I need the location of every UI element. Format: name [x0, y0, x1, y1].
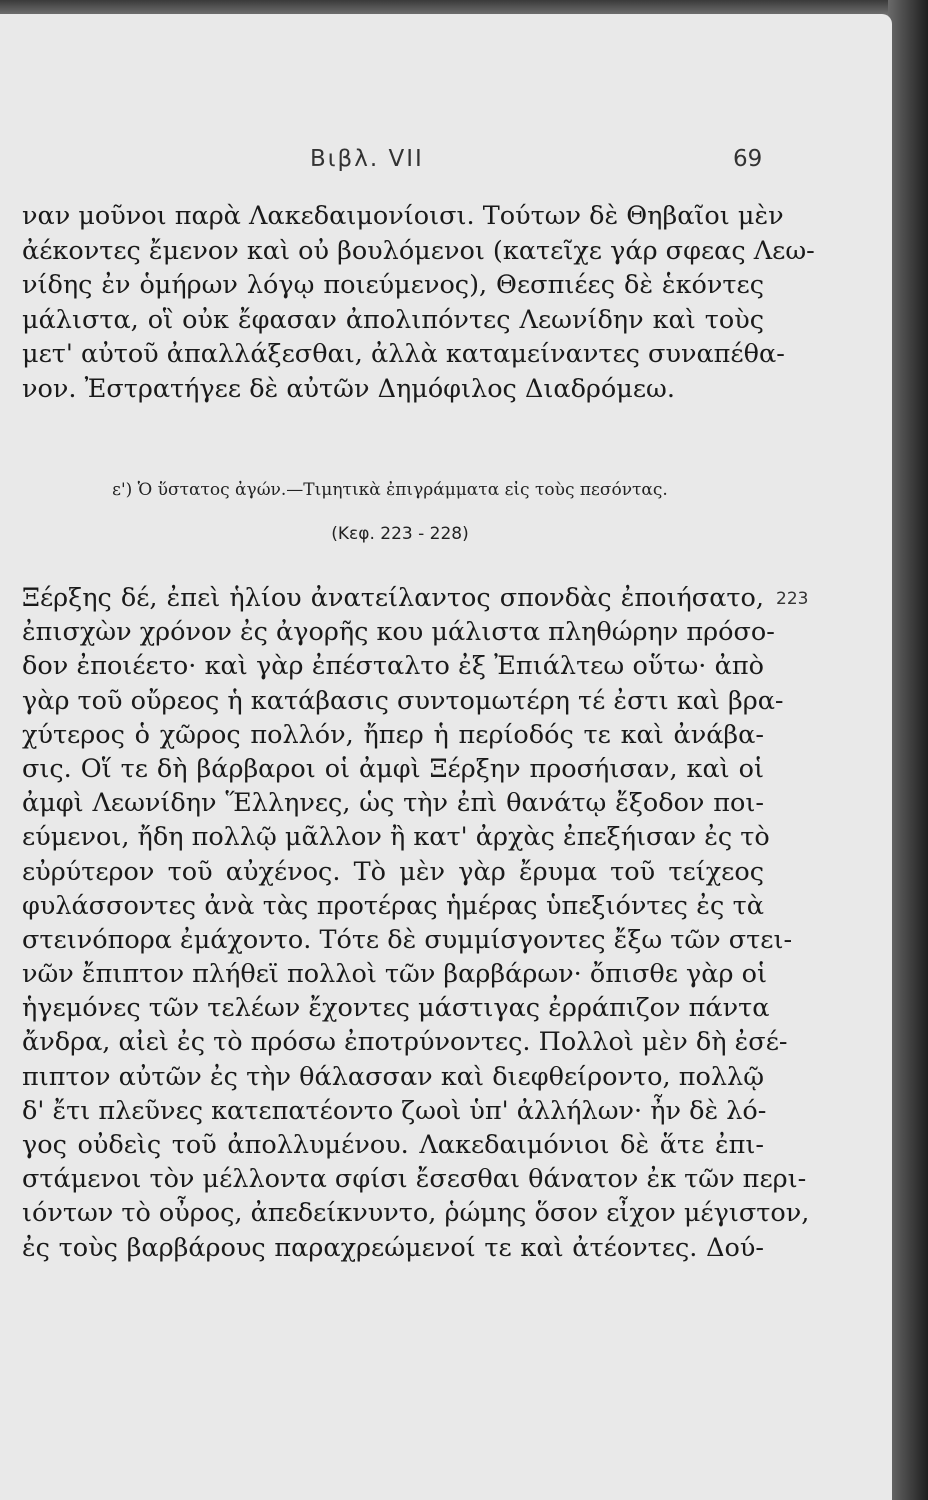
section-heading: ε') Ὁ ὕστατος ἀγών.—Τιμητικὰ ἐπιγράμματα εἰς τοὺς πεσόντας. [112, 480, 668, 500]
text-line: ἡγεμόνες τῶν τελέων ἔχοντες μάστιγας ἐρράπιζον πάντα [22, 993, 770, 1024]
paragraph-top [22, 199, 815, 406]
page-header [0, 146, 892, 176]
text-line: χύτερος ὁ χῶρος πολλόν, ἤπερ ἡ περίοδός τε καὶ ἀνάβα- [22, 719, 764, 750]
page-number: 69 [733, 146, 763, 172]
margin-chapter-number: 223 [776, 589, 809, 609]
text-line: ἀμφὶ Λεωνίδην Ἕλληνες, ὡς τὴν ἐπὶ θανάτῳ ἔξοδον ποι- [22, 788, 764, 819]
page-binding-shadow [888, 0, 928, 1500]
text-line: νον. Ἐστρατήγεε δὲ αὐτῶν Δημόφιλος Διαδρόμεω. [22, 373, 675, 404]
text-line: Ξέρξης δέ, ἐπεὶ ἡλίου ἀνατείλαντος σπονδὰς ἐποιήσατο, [22, 583, 764, 613]
chapter-reference: (Κεφ. 223 - 228) [331, 524, 469, 544]
text-line: εὐρύτερον τοῦ αὐχένος. Τὸ μὲν γὰρ ἔρυμα τοῦ τείχεος [22, 856, 764, 887]
text-line: γὰρ τοῦ οὔρεος ἡ κατάβασις συντομωτέρη τέ ἐστι καὶ βρα- [22, 685, 784, 716]
text-line: ιόντων τὸ οὖρος, ἀπεδείκνυντο, ῥώμης ὅσον εἶχον μέγιστον, [22, 1198, 810, 1229]
text-line: φυλάσσοντες ἀνὰ τὰς προτέρας ἡμέρας ὑπεξιόντες ἐς τὰ [22, 890, 764, 921]
text-line: γος οὐδεὶς τοῦ ἀπολλυμένου. Λακεδαιμόνιοι δὲ ἅτε ἐπι- [22, 1130, 764, 1160]
text-line: στάμενοι τὸν μέλλοντα σφίσι ἔσεσθαι θάνατον ἐκ τῶν περι- [22, 1164, 807, 1195]
text-line: ἀέκοντες ἔμενον καὶ οὐ βουλόμενοι (κατεῖχε γάρ σφεας Λεω- [22, 235, 815, 266]
text-line: μετ' αὐτοῦ ἀπαλλάξεσθαι, ἀλλὰ καταμείναντες συναπέθα- [22, 339, 785, 369]
text-line: εύμενοι, ἤδη πολλῷ μᾶλλον ἢ κατ' ἀρχὰς ἐπεξήισαν ἐς τὸ [22, 822, 770, 853]
text-line: νίδης ἐν ὁμήρων λόγῳ ποιεύμενος), Θεσπιέες δὲ ἑκόντες [22, 270, 764, 300]
text-line: πιπτον αὐτῶν ἐς τὴν θάλασσαν καὶ διεφθείροντο, πολλῷ [22, 1061, 764, 1092]
text-line: ἐπισχὼν χρόνον ἐς ἀγορῆς κου μάλιστα πληθώρην πρόσο- [22, 617, 775, 648]
text-line: σις. Οἵ τε δὴ βάρβαροι οἱ ἀμφὶ Ξέρξην προσήισαν, καὶ οἱ [22, 753, 764, 784]
text-line: ἐς τοὺς βαρβάρους παραχρεώμενοί τε καὶ ἀτέοντες. Δού- [22, 1232, 764, 1263]
text-line: στεινόπορα ἐμάχοντο. Τότε δὲ συμμίσγοντες ἔξω τῶν στει- [22, 924, 793, 955]
text-line: δ' ἔτι πλεῦνες κατεπατέοντο ζωοὶ ὑπ' ἀλλήλων· ἦν δὲ λό- [22, 1095, 767, 1126]
running-title: Βιβλ. VII [310, 146, 424, 172]
text-line: δον ἐποιέετο· καὶ γὰρ ἐπέσταλτο ἐξ Ἐπιάλτεω οὕτω· ἀπὸ [22, 651, 764, 682]
text-line: ἄνδρα, αἰεὶ ἐς τὸ πρόσω ἐποτρύνοντες. Πολλοὶ μὲν δὴ ἐσέ- [22, 1027, 788, 1058]
text-line: ναν μοῦνοι παρὰ Λακεδαιμονίοισι. Τούτων δὲ Θηβαῖοι μὲν [22, 201, 784, 231]
text-line: νῶν ἔπιπτον πλήθεϊ πολλοὶ τῶν βαρβάρων· ὄπισθε γὰρ οἱ [22, 959, 767, 990]
book-page [0, 14, 892, 1500]
text-line: μάλιστα, οἳ οὐκ ἔφασαν ἀπολιπόντες Λεωνίδην καὶ τοὺς [22, 304, 764, 335]
